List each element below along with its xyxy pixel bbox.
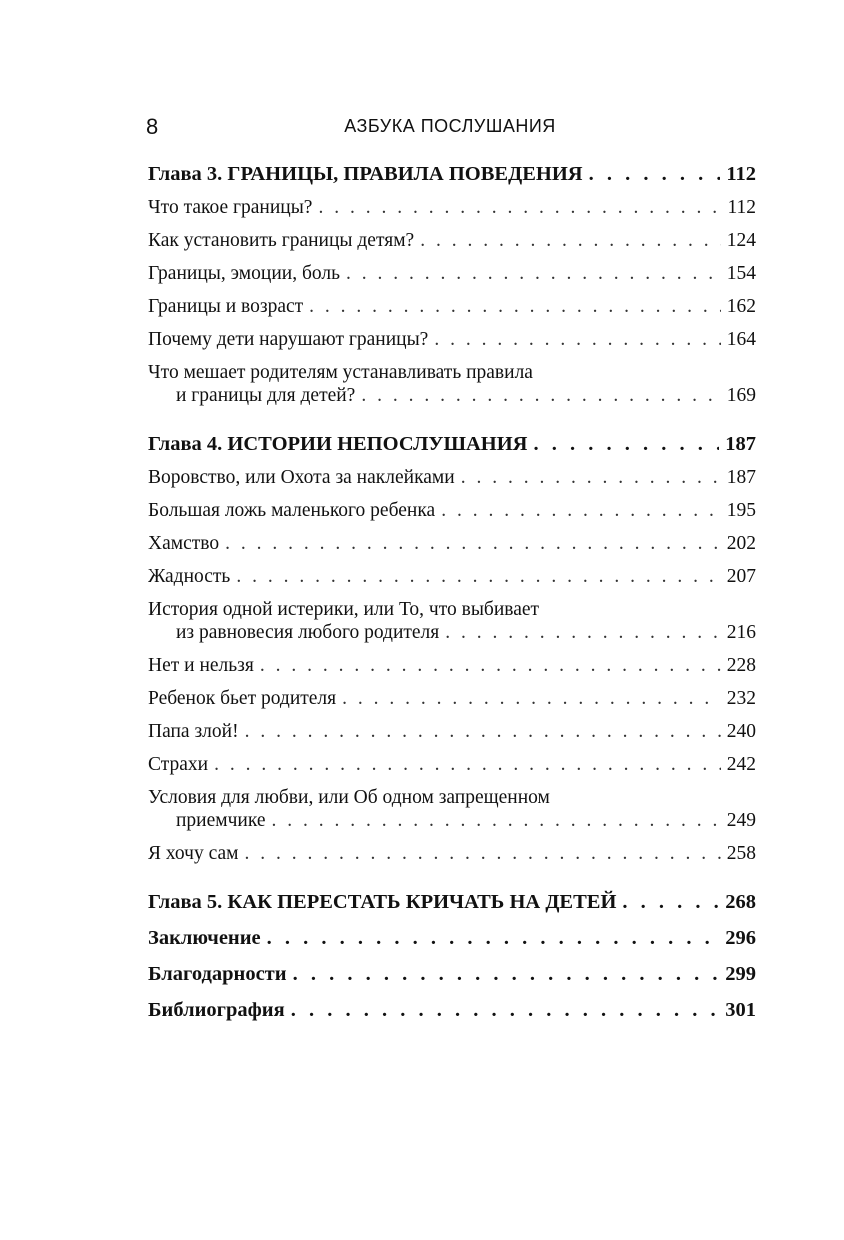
backmatter-title: Заключение <box>148 927 261 949</box>
toc-entry-multiline[interactable] <box>148 361 756 407</box>
toc-entry-multiline[interactable] <box>148 598 756 644</box>
table-of-contents <box>148 163 756 1022</box>
dot-leader <box>309 295 721 318</box>
dot-leader <box>461 466 721 489</box>
dot-leader <box>267 927 720 950</box>
entry-page: 162 <box>726 296 756 317</box>
entry-title-line1: История одной истерики, или То, что выбивает <box>148 599 540 620</box>
chapter-page: 268 <box>725 891 756 913</box>
entry-page: 242 <box>726 754 756 775</box>
entry-title-line2: и границы для детей? <box>176 385 356 406</box>
toc-backmatter-bibliography[interactable] <box>148 999 756 1022</box>
dot-leader <box>244 842 720 865</box>
toc-entry[interactable] <box>148 753 756 776</box>
chapter-page: 112 <box>726 163 756 185</box>
backmatter-page: 296 <box>725 927 756 949</box>
entry-title: Нет и нельзя <box>148 655 254 676</box>
toc-entry[interactable] <box>148 565 756 588</box>
chapter-title: Глава 3. ГРАНИЦЫ, ПРАВИЛА ПОВЕДЕНИЯ <box>148 163 583 185</box>
entry-title-line1: Условия для любви, или Об одном запрещенном <box>148 787 550 808</box>
entry-title: Почему дети нарушают границы? <box>148 329 429 350</box>
entry-page: 154 <box>726 263 756 284</box>
entry-continuation <box>148 384 756 407</box>
dot-leader <box>420 229 721 252</box>
dot-leader <box>236 565 720 588</box>
toc-entry[interactable] <box>148 328 756 351</box>
toc-chapter-3[interactable] <box>148 163 756 186</box>
entry-title-line2: из равновесия любого родителя <box>176 622 440 643</box>
dot-leader <box>293 963 720 986</box>
backmatter-title: Благодарности <box>148 963 287 985</box>
dot-leader <box>225 532 721 555</box>
entry-title: Границы и возраст <box>148 296 304 317</box>
toc-entry[interactable] <box>148 720 756 743</box>
entry-page: 207 <box>726 566 756 587</box>
entry-page: 195 <box>726 500 756 521</box>
entry-page: 240 <box>726 721 756 742</box>
entry-title: Жадность <box>148 566 231 587</box>
dot-leader <box>214 753 721 776</box>
entry-page: 169 <box>726 385 756 406</box>
entry-page: 112 <box>727 197 756 218</box>
dot-leader <box>361 384 720 407</box>
entry-page: 249 <box>726 810 756 831</box>
entry-title-line1: Что мешает родителям устанавливать правила <box>148 362 533 383</box>
dot-leader <box>445 621 720 644</box>
toc-entry[interactable] <box>148 466 756 489</box>
page-number: 8 <box>146 114 159 139</box>
toc-entry[interactable] <box>148 229 756 252</box>
dot-leader <box>272 809 721 832</box>
toc-entry[interactable] <box>148 842 756 865</box>
entry-page: 258 <box>726 843 756 864</box>
entry-continuation <box>148 621 756 644</box>
entry-page: 228 <box>726 655 756 676</box>
toc-backmatter-conclusion[interactable] <box>148 927 756 950</box>
entry-title: Как установить границы детям? <box>148 230 415 251</box>
dot-leader <box>260 654 721 677</box>
chapter-page: 187 <box>725 433 756 455</box>
toc-chapter-4[interactable] <box>148 433 756 456</box>
entry-page: 187 <box>726 467 756 488</box>
entry-title: Что такое границы? <box>148 197 313 218</box>
dot-leader <box>346 262 721 285</box>
dot-leader <box>589 163 721 186</box>
entry-title: Большая ложь маленького ребенка <box>148 500 436 521</box>
toc-entry-multiline[interactable] <box>148 786 756 832</box>
toc-entry[interactable] <box>148 654 756 677</box>
backmatter-page: 299 <box>725 963 756 985</box>
toc-entry[interactable] <box>148 295 756 318</box>
toc-entry[interactable] <box>148 532 756 555</box>
dot-leader <box>441 499 721 522</box>
entry-continuation <box>148 809 756 832</box>
entry-title: Ребенок бьет родителя <box>148 688 337 709</box>
entry-page: 232 <box>726 688 756 709</box>
toc-entry[interactable] <box>148 499 756 522</box>
toc-backmatter-acknowledgements[interactable] <box>148 963 756 986</box>
running-title: АЗБУКА ПОСЛУШАНИЯ <box>344 116 556 136</box>
dot-leader <box>622 891 719 914</box>
entry-title: Границы, эмоции, боль <box>148 263 340 284</box>
dot-leader <box>533 433 719 456</box>
toc-chapter-5[interactable] <box>148 891 756 914</box>
entry-title: Хамство <box>148 533 220 554</box>
dot-leader <box>434 328 720 351</box>
entry-title-line2: приемчике <box>176 810 266 831</box>
entry-title: Папа злой! <box>148 721 239 742</box>
chapter-title: Глава 4. ИСТОРИИ НЕПОСЛУШАНИЯ <box>148 433 528 455</box>
toc-entry[interactable] <box>148 262 756 285</box>
dot-leader <box>342 687 721 710</box>
entry-page: 124 <box>726 230 756 251</box>
chapter-title: Глава 5. КАК ПЕРЕСТАТЬ КРИЧАТЬ НА ДЕТЕЙ <box>148 891 617 913</box>
entry-page: 202 <box>726 533 756 554</box>
toc-entry[interactable] <box>148 196 756 219</box>
entry-page: 164 <box>726 329 756 350</box>
dot-leader <box>318 196 721 219</box>
entry-title: Страхи <box>148 754 209 775</box>
toc-entry[interactable] <box>148 687 756 710</box>
entry-title: Воровство, или Охота за наклейками <box>148 467 455 488</box>
dot-leader <box>245 720 721 743</box>
dot-leader <box>291 999 720 1022</box>
entry-page: 216 <box>726 622 756 643</box>
backmatter-title: Библиография <box>148 999 285 1021</box>
backmatter-page: 301 <box>725 999 756 1021</box>
entry-title: Я хочу сам <box>148 843 239 864</box>
